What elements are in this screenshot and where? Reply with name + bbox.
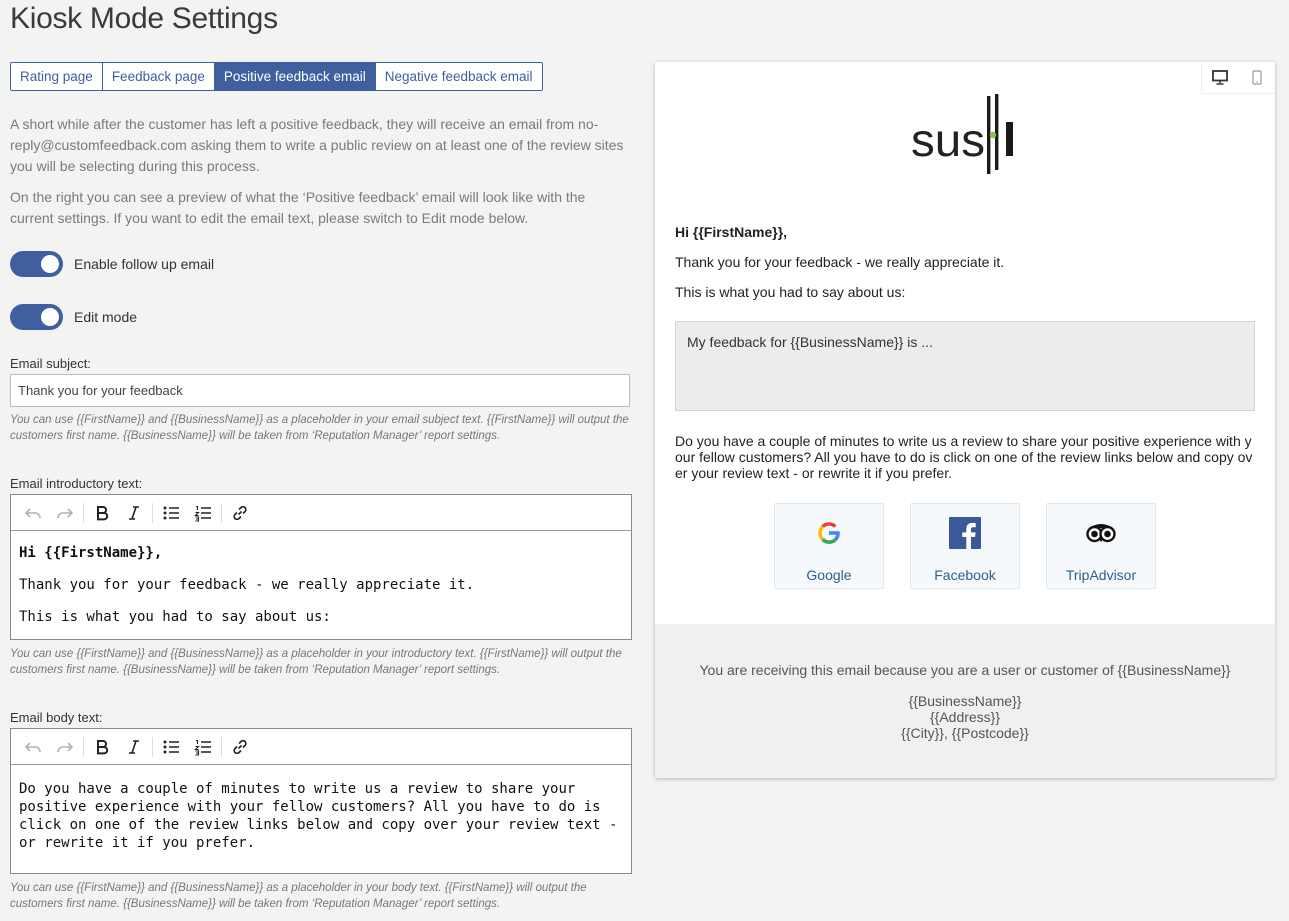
email-body-hint: You can use {{FirstName}} and {{BusinessName}} as a placeholder in your body text. {{FirstName}} will output the customers first name. {{BusinessName}} will be taken from ‘Reputation Manager’ report settings. (10, 882, 587, 910)
edit-mode-toggle-row (10, 304, 137, 330)
italic-button[interactable] (118, 497, 150, 529)
preview-footer (655, 624, 1275, 778)
svg-text:sus: sus (911, 114, 985, 166)
description-paragraph-2: On the right you can see a preview of what the ‘Positive feedback’ email will look like with the current settings. If you want to edit the email text, please switch to Edit mode below. (10, 189, 586, 226)
intro-greeting: Hi {{FirstName}}, (19, 545, 163, 561)
redo-icon (56, 738, 74, 756)
bullet-list-button[interactable] (155, 497, 187, 529)
bullet-list-button[interactable] (155, 731, 187, 763)
device-switcher (1201, 62, 1275, 94)
undo-button[interactable] (17, 731, 49, 763)
toggle-knob (41, 255, 59, 273)
toggle-knob (41, 308, 59, 326)
preview-feedback-quote: My feedback for {{BusinessName}} is ... (675, 321, 1255, 411)
tripadvisor-icon (1085, 517, 1117, 549)
toolbar-divider (152, 503, 153, 523)
description-paragraph-1: A short while after the customer has left a positive feedback, they will receive an email from no-reply@customfeedback.com asking them to write a public review on at least one of the review sites you will be selecting during this process. (10, 116, 624, 174)
toolbar-divider (221, 503, 222, 523)
page-title: Kiosk Mode Settings (10, 2, 278, 35)
preview-greeting: Hi {{FirstName}}, (675, 224, 788, 240)
mobile-icon (1252, 70, 1262, 85)
intro-editor-content[interactable] (11, 531, 631, 625)
body-editor-toolbar (11, 729, 631, 765)
email-body-label: Email body text: (10, 710, 103, 725)
numbered-list-icon (194, 738, 212, 756)
numbered-list-button[interactable] (187, 731, 219, 763)
bold-icon (93, 504, 111, 522)
email-subject-hint: You can use {{FirstName}} and {{BusinessName}} as a placeholder in your email subject text. {{FirstName}} will output the customers first name. {{BusinessName}} will be taken from ‘Reputation Manager’ report settings. (10, 414, 629, 442)
preview-said: This is what you had to say about us: (675, 284, 906, 300)
follow-up-toggle-row (10, 251, 214, 277)
redo-button[interactable] (49, 731, 81, 763)
italic-icon (125, 504, 143, 522)
desktop-view-button[interactable] (1202, 62, 1239, 93)
email-intro-hint: You can use {{FirstName}} and {{BusinessName}} as a placeholder in your introductory text. {{FirstName}} will output the customers first name. {{BusinessName}} will be taken from ‘Reputation Manager’ report settings. (10, 648, 622, 676)
tab-bar (10, 62, 543, 91)
link-icon (231, 738, 249, 756)
footer-notice: You are receiving this email because you are a user or customer of {{BusinessName}} (699, 662, 1231, 678)
google-icon (813, 517, 845, 549)
italic-button[interactable] (118, 731, 150, 763)
redo-icon (56, 504, 74, 522)
preview-body: Do you have a couple of minutes to write us a review to share your positive experience with your fellow customers? All you have to do is click on one of the review links below and copy over your review text - or rewrite it if you prefer. (675, 433, 1253, 481)
link-icon (231, 504, 249, 522)
undo-button[interactable] (17, 497, 49, 529)
link-button[interactable] (224, 497, 256, 529)
edit-mode-toggle[interactable] (10, 304, 63, 330)
tab-rating-page[interactable]: Rating page (11, 63, 103, 90)
intro-thanks: Thank you for your feedback - we really appreciate it. (19, 577, 475, 593)
footer-city-postcode: {{City}}, {{Postcode}} (901, 725, 1029, 741)
tab-positive-feedback-email[interactable]: Positive feedback email (215, 63, 376, 90)
footer-business-name: {{BusinessName}} (908, 693, 1022, 709)
footer-address: {{Address}} (929, 709, 1001, 725)
numbered-list-icon (194, 504, 212, 522)
email-subject-input[interactable] (10, 374, 630, 407)
email-preview (655, 62, 1275, 778)
facebook-review-button[interactable] (910, 503, 1020, 589)
enable-follow-up-label: Enable follow up email (74, 256, 215, 272)
toolbar-divider (152, 737, 153, 757)
footer-address-block (655, 693, 1275, 741)
body-editor (10, 728, 632, 874)
intro-editor-toolbar (11, 495, 631, 531)
preview-thanks: Thank you for your feedback - we really appreciate it. (675, 254, 1005, 270)
bold-icon (93, 738, 111, 756)
google-review-button[interactable] (774, 503, 884, 589)
intro-editor (10, 494, 632, 640)
review-buttons (774, 503, 1156, 589)
tripadvisor-review-button[interactable] (1046, 503, 1156, 589)
tripadvisor-label: TripAdvisor (1065, 567, 1137, 583)
numbered-list-button[interactable] (187, 497, 219, 529)
redo-button[interactable] (49, 497, 81, 529)
bold-button[interactable] (86, 497, 118, 529)
email-subject-label: Email subject: (10, 356, 91, 371)
body-editor-content[interactable] (11, 765, 631, 852)
toolbar-divider (83, 503, 84, 523)
desktop-icon (1212, 70, 1228, 85)
facebook-label: Facebook (934, 567, 996, 583)
enable-follow-up-toggle[interactable] (10, 251, 63, 277)
body-text: Do you have a couple of minutes to write us a review to share your positive experience with your fellow customers? All you have to do is click on one of the review links below and copy over your review text - or rewrite it if you prefer. (19, 781, 618, 851)
undo-icon (24, 504, 42, 522)
undo-icon (24, 738, 42, 756)
link-button[interactable] (224, 731, 256, 763)
sushi-logo (910, 94, 1020, 176)
bold-button[interactable] (86, 731, 118, 763)
tab-negative-feedback-email[interactable]: Negative feedback email (376, 63, 542, 90)
bullet-list-icon (162, 504, 180, 522)
edit-mode-label: Edit mode (74, 309, 138, 325)
google-label: Google (806, 567, 852, 583)
italic-icon (125, 738, 143, 756)
mobile-view-button[interactable] (1239, 62, 1276, 93)
bullet-list-icon (162, 738, 180, 756)
intro-said: This is what you had to say about us: (19, 609, 331, 625)
toolbar-divider (83, 737, 84, 757)
facebook-icon (949, 517, 981, 549)
tab-feedback-page[interactable]: Feedback page (103, 63, 215, 90)
toolbar-divider (221, 737, 222, 757)
email-intro-label: Email introductory text: (10, 476, 143, 491)
